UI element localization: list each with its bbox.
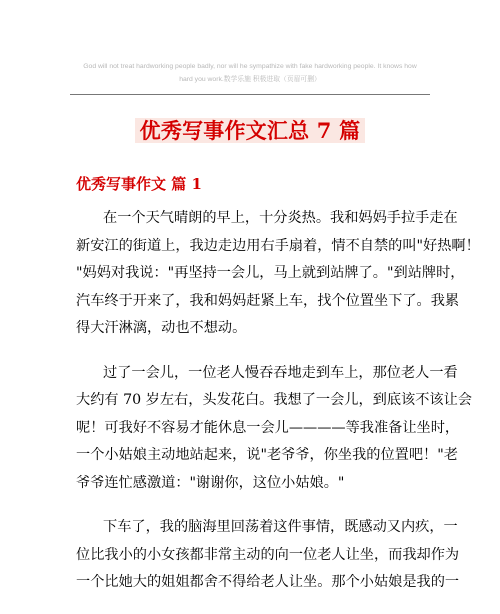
paragraph-line: 得大汗淋漓，动也不想动。 <box>76 320 247 336</box>
paragraph-line: "妈妈对我说："再坚持一会儿，马上就到站牌了。"到站牌时， <box>76 265 465 281</box>
article-body <box>76 205 480 614</box>
document-title-text: 优秀写事作文汇总 7 篇 <box>135 118 366 143</box>
header-note-line-2: hard you work.数学乐施 积极进取（页眉可删） <box>179 76 321 83</box>
paragraph-line: 一个小姑娘主动地站起来，说"老爷爷，你坐我的位置吧！"老 <box>76 447 458 463</box>
paragraph-line: 过了一会儿，一位老人慢吞吞地走到车上，那位老人一看 <box>103 364 458 381</box>
page-header-note <box>70 60 430 86</box>
paragraph-line: 大约有 70 岁左右，头发花白。我想了一会儿，到底该不该让会 <box>76 392 472 408</box>
paragraph-3 <box>76 514 460 597</box>
paragraph-line: 位比我小的小女孩都非常主动的向一位老人让坐，而我却作为 <box>76 546 460 563</box>
paragraph-line: 一个比她大的姐姐都舍不得给老人让坐。那个小姑娘是我的一 <box>76 574 460 590</box>
paragraph-line: 新安江的街道上，我边走边用右手扇着，情不自禁的叫"好热啊！ <box>76 237 480 254</box>
paragraph-line: 在一个天气晴朗的早上，十分炎热。我和妈妈手拉手走在 <box>103 210 458 226</box>
paragraph-line: 汽车终于开来了，我和妈妈赶紧上车，找个位置坐下了。我累 <box>76 292 460 309</box>
paragraph-line: 爷爷连忙感激道："谢谢你，这位小姑娘。" <box>76 474 345 491</box>
section-heading: 优秀写事作文 篇 1 <box>76 175 202 193</box>
paragraph-line: 下车了，我的脑海里回荡着这件事情，既感动又内疚，一 <box>103 519 458 535</box>
paragraph-line: 呢！可我好不容易才能休息一会儿————等我准备让坐时， <box>76 419 460 436</box>
paragraph-1 <box>76 205 480 343</box>
paragraph-2 <box>76 360 472 498</box>
document-title <box>0 115 500 145</box>
header-note-line-1: God will not treat hardworking people badly, nor will he sympathize with fake hardworking people. It knows how <box>83 63 417 70</box>
header-divider <box>70 94 430 95</box>
